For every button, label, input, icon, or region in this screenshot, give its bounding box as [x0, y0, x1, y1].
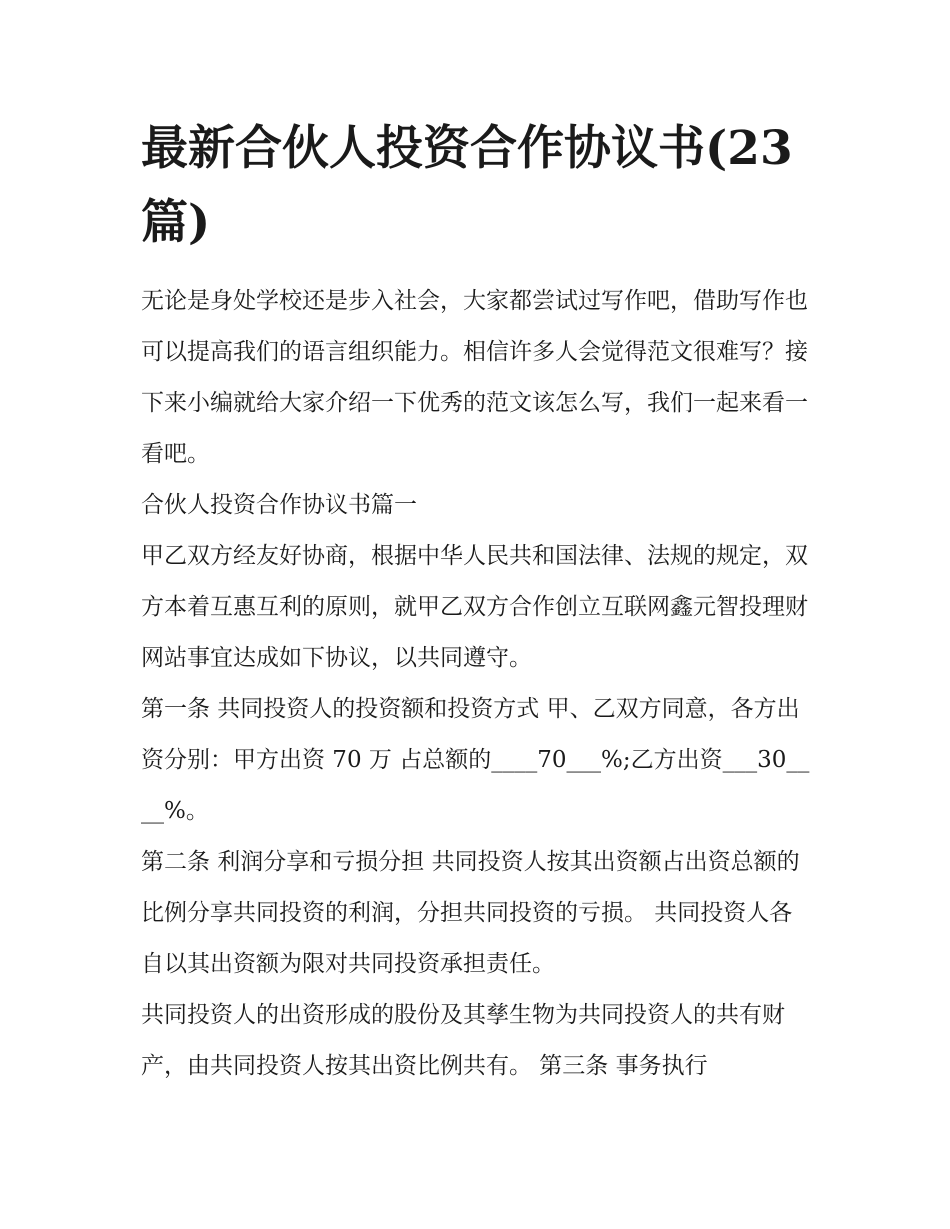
document-title: 最新合伙人投资合作协议书(23篇)	[141, 121, 793, 250]
joint-property-paragraph: 共同投资人的出资形成的股份及其孳生物为共同投资人的共有财产，由共同投资人按其出资比例共有。 第三条 事务执行	[141, 1002, 785, 1079]
article-two-paragraph: 第二条 利润分享和亏损分担 共同投资人按其出资额占出资总额的比例分享共同投资的利润，分担共同投资的亏损。 共同投资人各自以其出资额为限对共同投资承担责任。	[141, 849, 800, 977]
section-heading: 合伙人投资合作协议书篇一	[141, 492, 417, 518]
document-page	[141, 112, 813, 1092]
preamble-paragraph: 甲乙双方经友好协商，根据中华人民共和国法律、法规的规定，双方本着互惠互利的原则，就甲乙双方合作创立互联网鑫元智投理财网站事宜达成如下协议，以共同遵守。	[141, 543, 808, 671]
intro-paragraph: 无论是身处学校还是步入社会，大家都尝试过写作吧，借助写作也可以提高我们的语言组织能力。相信许多人会觉得范文很难写？接下来小编就给大家介绍一下优秀的范文该怎么写，我们一起来看一看吧。	[141, 288, 808, 467]
article-one-paragraph: 第一条 共同投资人的投资额和投资方式 甲、乙双方同意，各方出资分别：甲方出资 70 万 占总额的____70___%;乙方出资___30____%。	[141, 696, 810, 824]
